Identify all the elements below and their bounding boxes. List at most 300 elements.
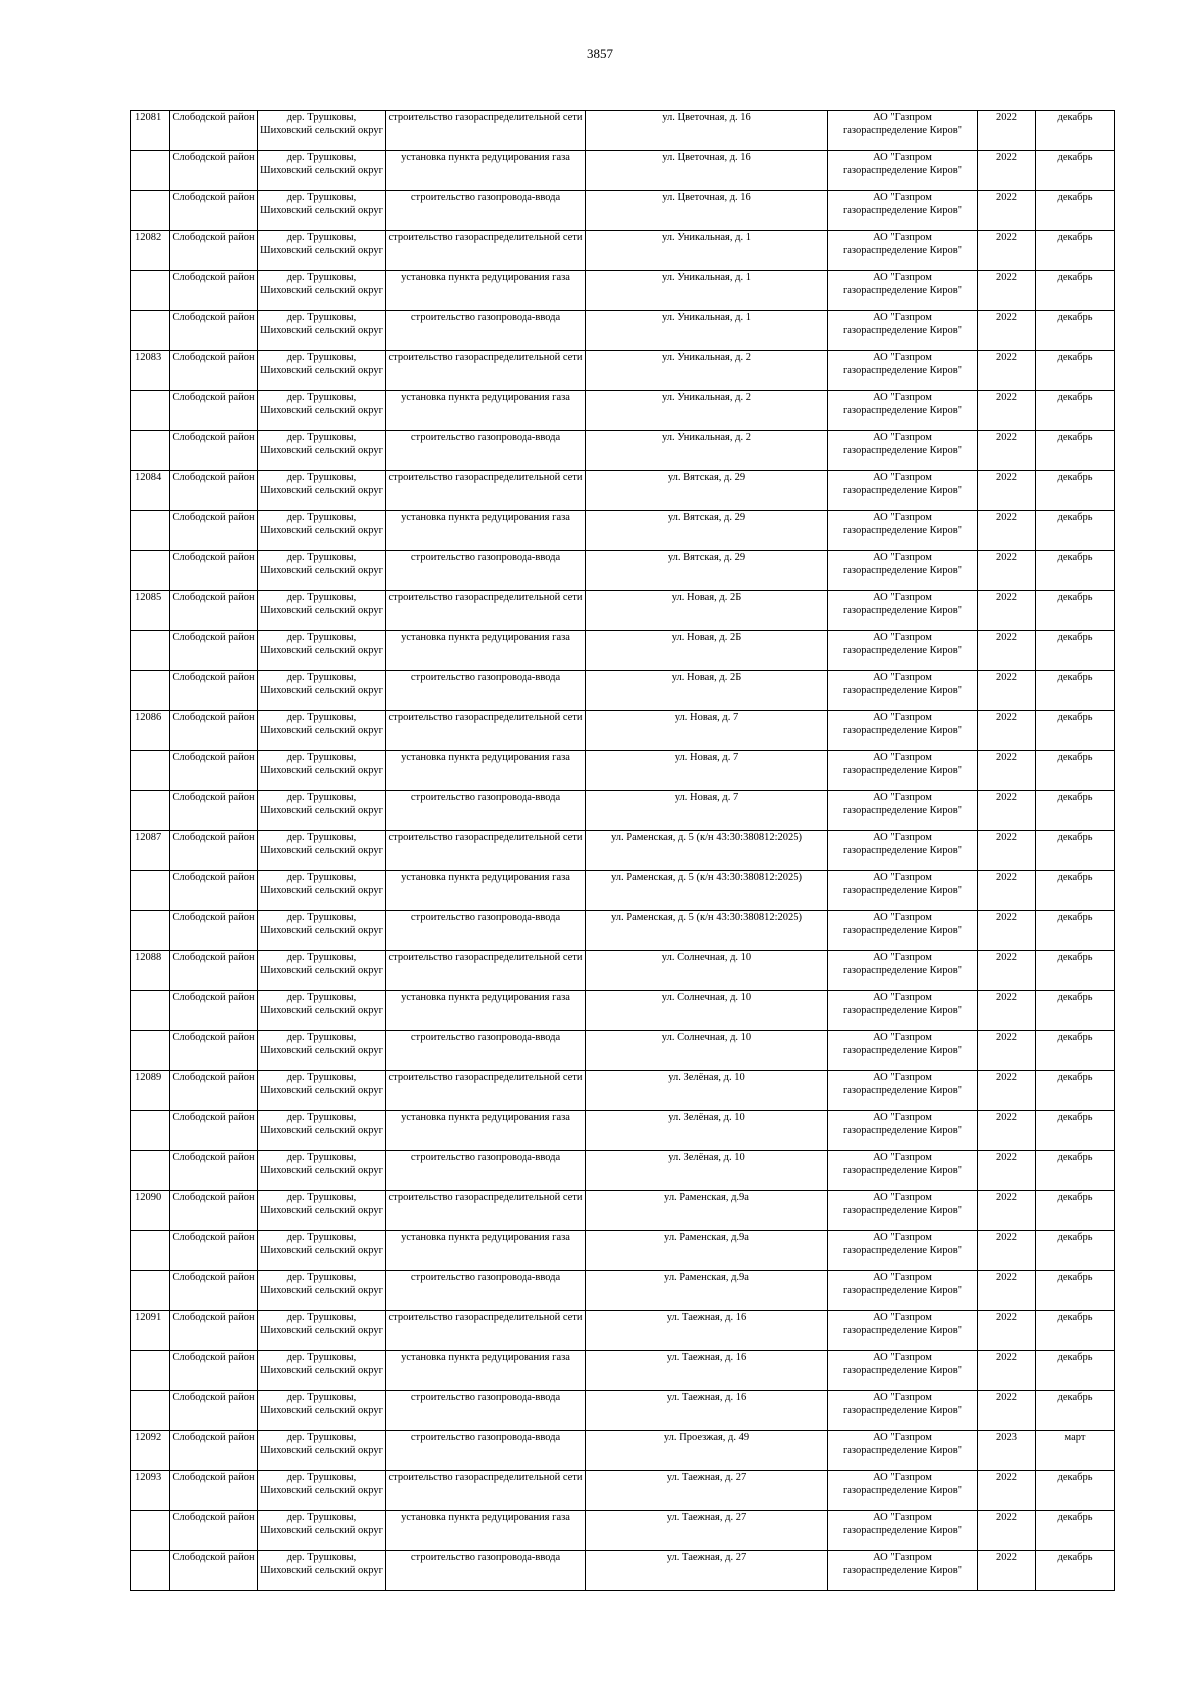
cell-number-text: 12084 bbox=[135, 472, 162, 483]
cell-district-text: Слободской район bbox=[172, 432, 255, 443]
cell-executor-text: АО "Газпром газораспределение Киров" bbox=[842, 1392, 963, 1416]
cell-year bbox=[978, 991, 1036, 1031]
cell-work-type bbox=[386, 1031, 586, 1071]
cell-locality bbox=[258, 751, 386, 791]
cell-district bbox=[170, 911, 258, 951]
cell-month-text: декабрь bbox=[1057, 1152, 1093, 1163]
table-row bbox=[131, 591, 1115, 631]
cell-district bbox=[170, 271, 258, 311]
cell-work-type-text: установка пункта редуцирования газа bbox=[401, 992, 570, 1003]
cell-number-text bbox=[135, 1511, 167, 1550]
cell-number bbox=[131, 751, 170, 791]
cell-month bbox=[1036, 351, 1115, 391]
cell-executor bbox=[828, 591, 978, 631]
cell-district-text: Слободской район bbox=[172, 152, 255, 163]
cell-month-text: март bbox=[1064, 1432, 1086, 1443]
cell-district-text: Слободской район bbox=[172, 792, 255, 803]
cell-year bbox=[978, 1111, 1036, 1151]
cell-year bbox=[978, 1391, 1036, 1431]
cell-executor-text: АО "Газпром газораспределение Киров" bbox=[842, 792, 963, 816]
cell-locality bbox=[258, 511, 386, 551]
cell-address bbox=[586, 1031, 828, 1071]
cell-work-type bbox=[386, 1271, 586, 1311]
cell-month-text: декабрь bbox=[1057, 232, 1093, 243]
cell-month-text: декабрь bbox=[1057, 632, 1093, 643]
cell-month-text: декабрь bbox=[1057, 152, 1093, 163]
cell-work-type bbox=[386, 631, 586, 671]
cell-executor bbox=[828, 1391, 978, 1431]
cell-number bbox=[131, 471, 170, 511]
cell-address bbox=[586, 871, 828, 911]
cell-locality-text: дер. Трушковы, Шиховский сельский округ bbox=[260, 352, 383, 376]
cell-district bbox=[170, 1431, 258, 1471]
cell-locality bbox=[258, 671, 386, 711]
table-row bbox=[131, 1551, 1115, 1591]
cell-executor-text: АО "Газпром газораспределение Киров" bbox=[842, 752, 963, 776]
cell-month bbox=[1036, 1551, 1115, 1591]
cell-address bbox=[586, 271, 828, 311]
cell-district bbox=[170, 831, 258, 871]
cell-district bbox=[170, 1271, 258, 1311]
cell-year-text: 2022 bbox=[996, 752, 1017, 763]
cell-executor bbox=[828, 951, 978, 991]
cell-locality-text: дер. Трушковы, Шиховский сельский округ bbox=[260, 432, 383, 456]
cell-executor bbox=[828, 1471, 978, 1511]
cell-month-text: декабрь bbox=[1057, 1232, 1093, 1243]
cell-year-text: 2022 bbox=[996, 152, 1017, 163]
cell-address bbox=[586, 551, 828, 591]
cell-locality-text: дер. Трушковы, Шиховский сельский округ bbox=[260, 1312, 383, 1336]
cell-number-text: 12093 bbox=[135, 1472, 162, 1483]
cell-locality bbox=[258, 1231, 386, 1271]
cell-district-text: Слободской район bbox=[172, 1312, 255, 1323]
cell-executor-text: АО "Газпром газораспределение Киров" bbox=[842, 152, 963, 176]
cell-work-type-text: строительство газопровода-ввода bbox=[410, 312, 561, 323]
cell-address bbox=[586, 191, 828, 231]
cell-work-type-text: строительство газораспределительной сети bbox=[388, 592, 583, 603]
cell-address bbox=[586, 231, 828, 271]
cell-number bbox=[131, 151, 170, 191]
cell-district bbox=[170, 1351, 258, 1391]
cell-executor-text: АО "Газпром газораспределение Киров" bbox=[842, 472, 963, 496]
cell-district bbox=[170, 471, 258, 511]
cell-number bbox=[131, 551, 170, 591]
cell-month bbox=[1036, 431, 1115, 471]
cell-work-type bbox=[386, 1471, 586, 1511]
cell-month-text: декабрь bbox=[1057, 112, 1093, 123]
cell-locality-text: дер. Трушковы, Шиховский сельский округ bbox=[260, 912, 383, 936]
cell-number-text bbox=[135, 1231, 167, 1270]
cell-number-text: 12083 bbox=[135, 352, 162, 363]
cell-work-type bbox=[386, 711, 586, 751]
cell-executor bbox=[828, 1311, 978, 1351]
cell-district-text: Слободской район bbox=[172, 1512, 255, 1523]
cell-locality-text: дер. Трушковы, Шиховский сельский округ bbox=[260, 1072, 383, 1096]
cell-month bbox=[1036, 271, 1115, 311]
cell-address-text: ул. Цветочная, д. 16 bbox=[662, 112, 751, 123]
table-row bbox=[131, 671, 1115, 711]
cell-district bbox=[170, 1111, 258, 1151]
cell-district bbox=[170, 151, 258, 191]
page-number: 3857 bbox=[587, 46, 613, 61]
cell-district-text: Слободской район bbox=[172, 192, 255, 203]
cell-address bbox=[586, 1271, 828, 1311]
cell-month-text: декабрь bbox=[1057, 952, 1093, 963]
cell-work-type bbox=[386, 471, 586, 511]
table-row bbox=[131, 111, 1115, 151]
cell-district-text: Слободской район bbox=[172, 592, 255, 603]
cell-address bbox=[586, 631, 828, 671]
cell-address-text: ул. Вятская, д. 29 bbox=[667, 512, 746, 523]
cell-district-text: Слободской район bbox=[172, 1032, 255, 1043]
cell-number bbox=[131, 1031, 170, 1071]
cell-locality bbox=[258, 311, 386, 351]
cell-year bbox=[978, 1471, 1036, 1511]
cell-year bbox=[978, 1271, 1036, 1311]
cell-locality bbox=[258, 391, 386, 431]
cell-district bbox=[170, 351, 258, 391]
cell-year bbox=[978, 1031, 1036, 1071]
cell-district-text: Слободской район bbox=[172, 272, 255, 283]
cell-work-type-text: строительство газопровода-ввода bbox=[410, 912, 561, 923]
cell-number-text bbox=[135, 431, 167, 470]
cell-address-text: ул. Таежная, д. 16 bbox=[666, 1352, 747, 1363]
cell-locality-text: дер. Трушковы, Шиховский сельский округ bbox=[260, 232, 383, 256]
cell-locality-text: дер. Трушковы, Шиховский сельский округ bbox=[260, 392, 383, 416]
cell-executor-text: АО "Газпром газораспределение Киров" bbox=[842, 272, 963, 296]
cell-year-text: 2022 bbox=[996, 312, 1017, 323]
cell-executor bbox=[828, 911, 978, 951]
cell-year bbox=[978, 271, 1036, 311]
cell-district bbox=[170, 231, 258, 271]
cell-month bbox=[1036, 1071, 1115, 1111]
cell-executor-text: АО "Газпром газораспределение Киров" bbox=[842, 1352, 963, 1376]
cell-work-type-text: строительство газораспределительной сети bbox=[388, 952, 583, 963]
cell-district bbox=[170, 1151, 258, 1191]
cell-year bbox=[978, 1071, 1036, 1111]
table-row bbox=[131, 311, 1115, 351]
cell-district bbox=[170, 751, 258, 791]
cell-locality-text: дер. Трушковы, Шиховский сельский округ bbox=[260, 832, 383, 856]
cell-month-text: декабрь bbox=[1057, 872, 1093, 883]
cell-work-type bbox=[386, 431, 586, 471]
cell-locality-text: дер. Трушковы, Шиховский сельский округ bbox=[260, 752, 383, 776]
cell-year-text: 2022 bbox=[996, 1152, 1017, 1163]
cell-executor bbox=[828, 1031, 978, 1071]
cell-month-text: декабрь bbox=[1057, 712, 1093, 723]
cell-number bbox=[131, 351, 170, 391]
cell-year-text: 2022 bbox=[996, 1112, 1017, 1123]
cell-year-text: 2022 bbox=[996, 352, 1017, 363]
cell-district-text: Слободской район bbox=[172, 1352, 255, 1363]
cell-executor bbox=[828, 711, 978, 751]
cell-address bbox=[586, 511, 828, 551]
cell-executor-text: АО "Газпром газораспределение Киров" bbox=[842, 192, 963, 216]
cell-executor-text: АО "Газпром газораспределение Киров" bbox=[842, 992, 963, 1016]
cell-month-text: декабрь bbox=[1057, 1512, 1093, 1523]
cell-work-type bbox=[386, 191, 586, 231]
cell-executor bbox=[828, 351, 978, 391]
cell-work-type-text: строительство газопровода-ввода bbox=[410, 792, 561, 803]
cell-district bbox=[170, 511, 258, 551]
cell-year-text: 2022 bbox=[996, 1032, 1017, 1043]
cell-year bbox=[978, 871, 1036, 911]
cell-work-type-text: строительство газопровода-ввода bbox=[410, 432, 561, 443]
cell-year-text: 2022 bbox=[996, 272, 1017, 283]
cell-district-text: Слободской район bbox=[172, 1392, 255, 1403]
cell-month bbox=[1036, 1111, 1115, 1151]
cell-executor bbox=[828, 1511, 978, 1551]
cell-locality bbox=[258, 551, 386, 591]
cell-locality bbox=[258, 951, 386, 991]
cell-executor bbox=[828, 1351, 978, 1391]
cell-number-text: 12087 bbox=[135, 832, 162, 843]
table-row bbox=[131, 391, 1115, 431]
cell-locality bbox=[258, 231, 386, 271]
cell-year bbox=[978, 151, 1036, 191]
cell-month bbox=[1036, 751, 1115, 791]
cell-number bbox=[131, 831, 170, 871]
cell-year bbox=[978, 711, 1036, 751]
cell-locality-text: дер. Трушковы, Шиховский сельский округ bbox=[260, 552, 383, 576]
cell-number bbox=[131, 1431, 170, 1471]
cell-year bbox=[978, 511, 1036, 551]
cell-locality bbox=[258, 471, 386, 511]
cell-locality bbox=[258, 351, 386, 391]
cell-locality-text: дер. Трушковы, Шиховский сельский округ bbox=[260, 952, 383, 976]
cell-month bbox=[1036, 1231, 1115, 1271]
cell-executor-text: АО "Газпром газораспределение Киров" bbox=[842, 232, 963, 256]
cell-address-text: ул. Уникальная, д. 2 bbox=[662, 432, 751, 443]
cell-year-text: 2022 bbox=[996, 1392, 1017, 1403]
cell-address-text: ул. Цветочная, д. 16 bbox=[662, 152, 751, 163]
cell-locality-text: дер. Трушковы, Шиховский сельский округ bbox=[260, 1552, 383, 1576]
cell-district-text: Слободской район bbox=[172, 752, 255, 763]
cell-district-text: Слободской район bbox=[172, 1192, 255, 1203]
cell-number-text: 12086 bbox=[135, 712, 162, 723]
cell-district bbox=[170, 391, 258, 431]
cell-number-text bbox=[135, 271, 167, 310]
cell-executor-text: АО "Газпром газораспределение Киров" bbox=[842, 352, 963, 376]
cell-address-text: ул. Солнечная, д. 10 bbox=[661, 952, 752, 963]
cell-number-text bbox=[135, 911, 167, 950]
cell-month bbox=[1036, 951, 1115, 991]
cell-number bbox=[131, 1351, 170, 1391]
cell-address-text: ул. Новая, д. 2Б bbox=[671, 672, 742, 683]
cell-number-text bbox=[135, 551, 167, 590]
cell-district-text: Слободской район bbox=[172, 112, 255, 123]
cell-district-text: Слободской район bbox=[172, 632, 255, 643]
cell-district-text: Слободской район bbox=[172, 1552, 255, 1563]
cell-address-text: ул. Зелёная, д. 10 bbox=[668, 1112, 745, 1123]
cell-locality bbox=[258, 831, 386, 871]
cell-district-text: Слободской район bbox=[172, 552, 255, 563]
cell-district-text: Слободской район bbox=[172, 1072, 255, 1083]
cell-executor-text: АО "Газпром газораспределение Киров" bbox=[842, 712, 963, 736]
cell-year-text: 2022 bbox=[996, 432, 1017, 443]
cell-month bbox=[1036, 551, 1115, 591]
cell-number bbox=[131, 391, 170, 431]
cell-district-text: Слободской район bbox=[172, 952, 255, 963]
cell-year-text: 2022 bbox=[996, 712, 1017, 723]
cell-month bbox=[1036, 191, 1115, 231]
cell-address-text: ул. Зелёная, д. 10 bbox=[668, 1072, 745, 1083]
cell-executor bbox=[828, 671, 978, 711]
cell-work-type bbox=[386, 911, 586, 951]
cell-address-text: ул. Уникальная, д. 2 bbox=[662, 392, 751, 403]
cell-year-text: 2022 bbox=[996, 792, 1017, 803]
cell-number-text: 12085 bbox=[135, 592, 162, 603]
cell-month bbox=[1036, 631, 1115, 671]
cell-work-type bbox=[386, 351, 586, 391]
cell-number-text: 12081 bbox=[135, 112, 162, 123]
cell-month bbox=[1036, 1191, 1115, 1231]
cell-locality bbox=[258, 191, 386, 231]
cell-district bbox=[170, 431, 258, 471]
cell-year-text: 2022 bbox=[996, 1552, 1017, 1563]
cell-address-text: ул. Проезжая, д. 49 bbox=[663, 1432, 750, 1443]
cell-work-type-text: установка пункта редуцирования газа bbox=[401, 512, 570, 523]
cell-work-type-text: строительство газопровода-ввода bbox=[410, 1432, 561, 1443]
cell-address-text: ул. Таежная, д. 27 bbox=[666, 1472, 747, 1483]
cell-executor-text: АО "Газпром газораспределение Киров" bbox=[842, 872, 963, 896]
cell-executor bbox=[828, 1271, 978, 1311]
cell-year bbox=[978, 311, 1036, 351]
cell-work-type-text: установка пункта редуцирования газа bbox=[401, 1512, 570, 1523]
cell-district-text: Слободской район bbox=[172, 472, 255, 483]
cell-work-type bbox=[386, 1551, 586, 1591]
cell-number-text bbox=[135, 511, 167, 550]
cell-number bbox=[131, 1231, 170, 1271]
cell-work-type bbox=[386, 991, 586, 1031]
cell-number bbox=[131, 1191, 170, 1231]
cell-address-text: ул. Таежная, д. 27 bbox=[666, 1552, 747, 1563]
cell-address bbox=[586, 151, 828, 191]
cell-locality-text: дер. Трушковы, Шиховский сельский округ bbox=[260, 1152, 383, 1176]
cell-address bbox=[586, 431, 828, 471]
cell-year-text: 2022 bbox=[996, 392, 1017, 403]
cell-month bbox=[1036, 391, 1115, 431]
cell-address bbox=[586, 711, 828, 751]
cell-district-text: Слободской район bbox=[172, 352, 255, 363]
cell-month-text: декабрь bbox=[1057, 1072, 1093, 1083]
cell-district bbox=[170, 671, 258, 711]
table-row bbox=[131, 551, 1115, 591]
cell-month-text: декабрь bbox=[1057, 392, 1093, 403]
cell-district bbox=[170, 311, 258, 351]
cell-address bbox=[586, 111, 828, 151]
cell-number-text bbox=[135, 1271, 167, 1310]
cell-district bbox=[170, 1191, 258, 1231]
cell-year bbox=[978, 1231, 1036, 1271]
cell-address bbox=[586, 671, 828, 711]
cell-executor-text: АО "Газпром газораспределение Киров" bbox=[842, 1112, 963, 1136]
cell-locality-text: дер. Трушковы, Шиховский сельский округ bbox=[260, 1112, 383, 1136]
cell-number bbox=[131, 311, 170, 351]
cell-locality bbox=[258, 431, 386, 471]
cell-year-text: 2023 bbox=[996, 1432, 1017, 1443]
cell-year bbox=[978, 671, 1036, 711]
cell-work-type bbox=[386, 111, 586, 151]
cell-address-text: ул. Солнечная, д. 10 bbox=[661, 1032, 752, 1043]
cell-district-text: Слободской район bbox=[172, 1112, 255, 1123]
cell-number bbox=[131, 271, 170, 311]
cell-month-text: декабрь bbox=[1057, 1392, 1093, 1403]
cell-number bbox=[131, 1151, 170, 1191]
cell-number-text bbox=[135, 991, 167, 1030]
cell-year-text: 2022 bbox=[996, 1352, 1017, 1363]
cell-address bbox=[586, 911, 828, 951]
cell-year bbox=[978, 911, 1036, 951]
table-row bbox=[131, 191, 1115, 231]
cell-work-type bbox=[386, 1511, 586, 1551]
cell-work-type-text: строительство газопровода-ввода bbox=[410, 552, 561, 563]
cell-month-text: декабрь bbox=[1057, 1552, 1093, 1563]
cell-work-type bbox=[386, 671, 586, 711]
cell-address-text: ул. Новая, д. 2Б bbox=[671, 632, 742, 643]
cell-locality-text: дер. Трушковы, Шиховский сельский округ bbox=[260, 512, 383, 536]
cell-address bbox=[586, 1431, 828, 1471]
cell-executor bbox=[828, 311, 978, 351]
cell-work-type bbox=[386, 1111, 586, 1151]
cell-locality-text: дер. Трушковы, Шиховский сельский округ bbox=[260, 1032, 383, 1056]
cell-work-type bbox=[386, 1151, 586, 1191]
cell-address-text: ул. Уникальная, д. 1 bbox=[662, 272, 751, 283]
cell-executor bbox=[828, 511, 978, 551]
cell-executor-text: АО "Газпром газораспределение Киров" bbox=[842, 832, 963, 856]
cell-locality bbox=[258, 591, 386, 631]
cell-address-text: ул. Уникальная, д. 2 bbox=[662, 352, 751, 363]
cell-year-text: 2022 bbox=[996, 632, 1017, 643]
cell-executor bbox=[828, 991, 978, 1031]
table-row bbox=[131, 631, 1115, 671]
cell-district-text: Слободской район bbox=[172, 1472, 255, 1483]
cell-number bbox=[131, 951, 170, 991]
cell-year bbox=[978, 471, 1036, 511]
cell-number bbox=[131, 631, 170, 671]
cell-executor bbox=[828, 1071, 978, 1111]
cell-number-text bbox=[135, 151, 167, 190]
cell-executor-text: АО "Газпром газораспределение Киров" bbox=[842, 312, 963, 336]
cell-year bbox=[978, 591, 1036, 631]
cell-address-text: ул. Вятская, д. 29 bbox=[667, 552, 746, 563]
cell-executor bbox=[828, 1551, 978, 1591]
cell-address-text: ул. Таежная, д. 16 bbox=[666, 1392, 747, 1403]
cell-address bbox=[586, 391, 828, 431]
cell-work-type-text: установка пункта редуцирования газа bbox=[401, 872, 570, 883]
cell-number bbox=[131, 711, 170, 751]
cell-number bbox=[131, 911, 170, 951]
cell-address bbox=[586, 1351, 828, 1391]
cell-work-type-text: установка пункта редуцирования газа bbox=[401, 1352, 570, 1363]
cell-address bbox=[586, 1071, 828, 1111]
cell-locality bbox=[258, 151, 386, 191]
cell-executor bbox=[828, 751, 978, 791]
cell-executor bbox=[828, 191, 978, 231]
cell-number bbox=[131, 1271, 170, 1311]
cell-address-text: ул. Новая, д. 7 bbox=[674, 792, 739, 803]
cell-address-text: ул. Уникальная, д. 1 bbox=[662, 232, 751, 243]
cell-number-text bbox=[135, 671, 167, 710]
cell-locality-text: дер. Трушковы, Шиховский сельский округ bbox=[260, 192, 383, 216]
table-row bbox=[131, 871, 1115, 911]
cell-executor-text: АО "Газпром газораспределение Киров" bbox=[842, 1552, 963, 1576]
cell-number bbox=[131, 671, 170, 711]
cell-executor bbox=[828, 631, 978, 671]
cell-month-text: декабрь bbox=[1057, 552, 1093, 563]
cell-number-text: 12082 bbox=[135, 232, 162, 243]
cell-locality bbox=[258, 1551, 386, 1591]
